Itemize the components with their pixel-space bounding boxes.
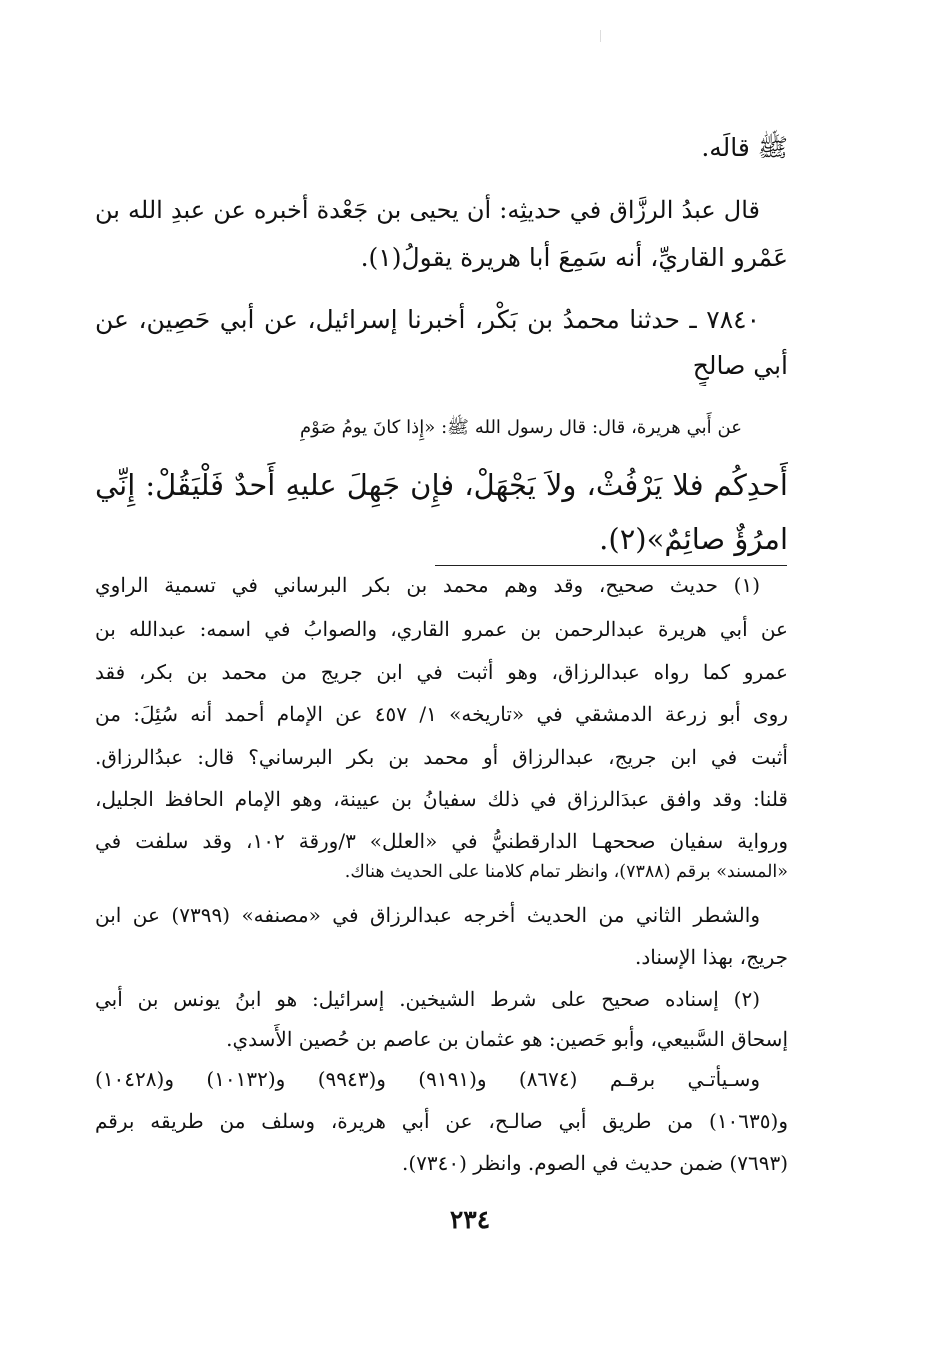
footnote-line-10: جريج، بهذا الإسناد. <box>635 945 788 969</box>
main-line-8: امرُؤٌ صائِمٌ»(٢). <box>599 522 788 556</box>
footnote-line-9: والشطر الثاني من الحديث أخرجه عبدالرزاق في «مصنفه» (٧٣٩٩) عن ابن <box>95 903 760 927</box>
footnote-line-8: «المسند» برقم (٧٣٨٨)، وانظر تمام كلامنا على الحديث هناك. <box>344 862 788 882</box>
footnote-line-12: إسحاق السَّبيعي، وأبو حَصين: هو عثمان بن عاصم بن حُصين الأَسدي. <box>226 1027 788 1051</box>
footnote-separator <box>435 565 787 566</box>
main-line-6: عن أَبي هريرة، قال: قال رسول الله ﷺ: «إِذا كانَ يومُ صَوْمِ <box>300 417 742 438</box>
footnote-line-3: عمرو كما رواه عبدالرزاق، وهو أثبت في ابن جريج من محمد بن بكر، فقد <box>95 660 788 684</box>
footnote-line-4: روى أبو زرعة الدمشقي في «تاريخه» ١/ ٤٥٧ عن الإمام أحمد أنه سُئِلَ: من <box>95 702 788 726</box>
page-number: ٢٣٤ <box>449 1205 491 1234</box>
footnote-line-15: (٧٦٩٣) ضمن حديث في الصوم. وانظر (٧٣٤٠). <box>401 1151 788 1175</box>
main-line-5: أبي صالحٍ <box>692 351 788 380</box>
footnote-line-13: وسـيأتـي برقـم (٨٦٧٤) و(٩١٩١) و(٩٩٤٣) و(١٠١٣٢) و(١٠٤٢٨) <box>95 1067 760 1091</box>
main-line-2: قال عبدُ الرزَّاق في حديثِه: أن يحيى بن جَعْدة أخبره عن عبدِ الله بن <box>95 196 760 224</box>
footnote-line-5: أثبت في ابن جريج، عبدالرزاق أو محمد بن بكر البرساني؟ قال: عبدُالرزاق. <box>95 745 788 769</box>
footnote-line-1: (١) حديث صحيح، وقد وهم محمد بن بكر البرساني في تسمية الراوي <box>95 573 760 597</box>
main-line-4: ٧٨٤٠ ـ حدثنا محمدُ بن بَكْر، أخبرنا إسرائيل، عن أبي حَصِين، عن <box>95 305 760 334</box>
main-line-7: أَحدِكُم فلا يَرْفُثْ، ولاَ يَجْهَلْ، فإِن جَهِلَ عليهِ أَحدٌ فَلْيَقُلْ: إِنِّي <box>95 468 788 502</box>
footnote-line-7: ورواية سفيان صححهـا الدارقطنيُّ في «العلل» ٣/ورقة ١٠٢، وقد سلفت في <box>95 829 788 853</box>
scan-mark <box>600 30 601 42</box>
main-line-1: ﷺ قالَه. <box>701 133 788 162</box>
footnote-line-2: عن أبي هريرة عبدالرحمن بن عمرو القاري، والصوابُ في اسمه: عبدالله بن <box>95 617 788 641</box>
footnote-line-6: قلنا: وقد وافق عبدَالرزاق في ذلك سفيانُ بن عيينة، وهو الإمام الحافظ الجليل، <box>95 787 788 811</box>
main-line-3: عَمْرو القاريِّ، أنه سَمِعَ أبا هريرة يقولُ(١). <box>360 243 788 272</box>
footnote-line-11: (٢) إسناده صحيح على شرط الشيخين. إسرائيل: هو ابنُ يونس بن أبي <box>95 987 760 1011</box>
footnote-line-14: و(١٠٦٣٥) من طريق أبي صالـح، عن أبي هريرة، وسلف من طريقه برقم <box>95 1109 788 1133</box>
